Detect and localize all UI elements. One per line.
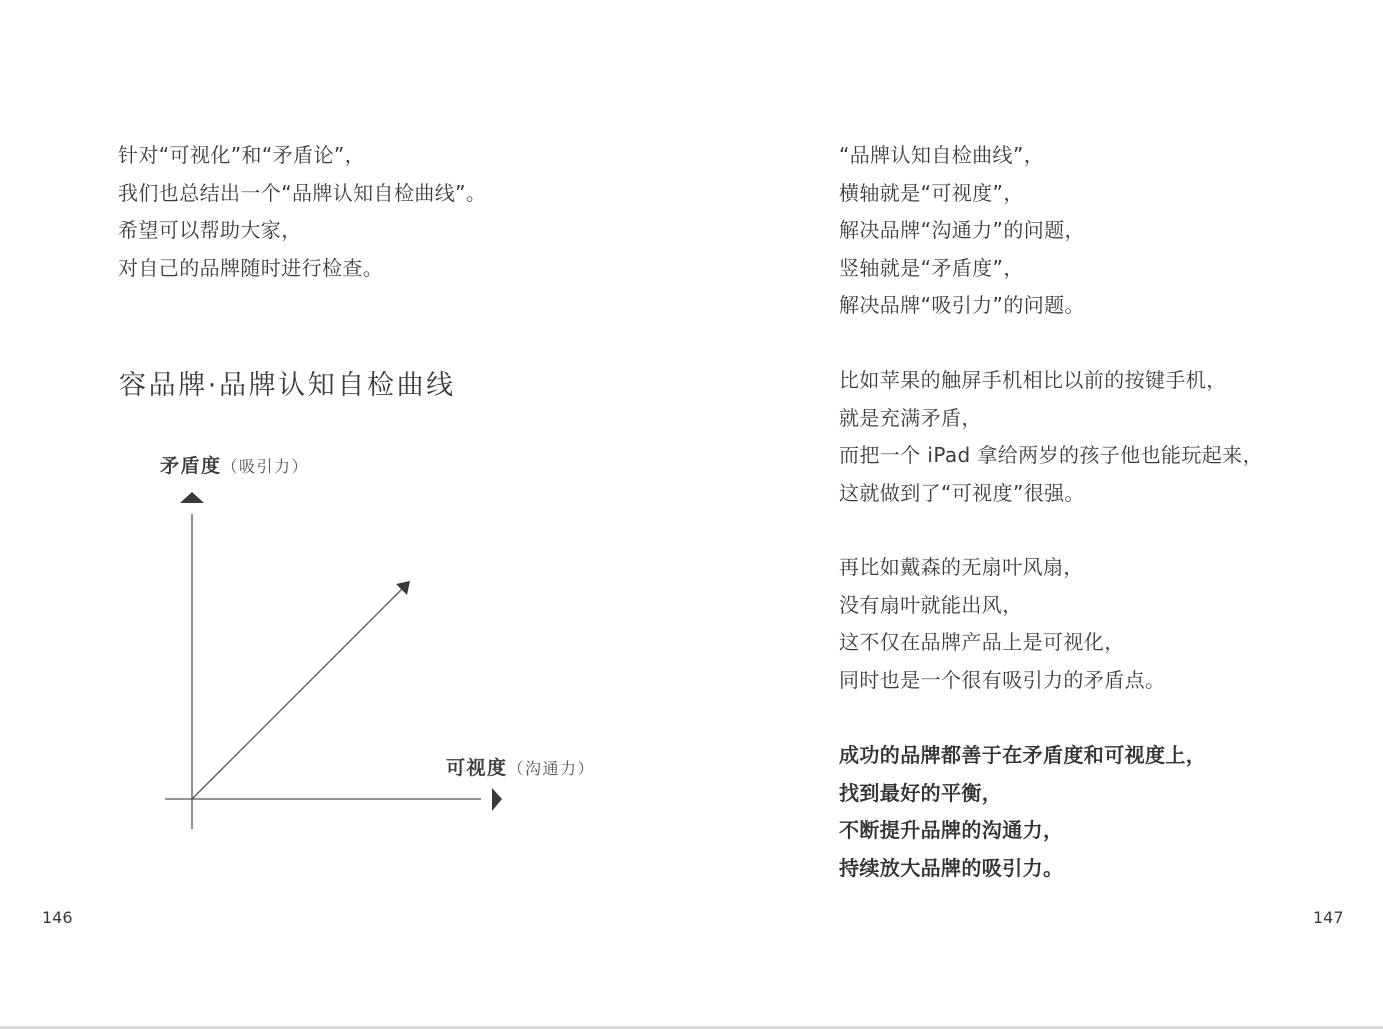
right-paragraph-4-conclusion: [839, 737, 1206, 887]
x-axis-title: 可视度: [446, 757, 508, 779]
text-line: 对自己的品牌随时进行检查。: [118, 255, 384, 280]
text-line: 比如苹果的触屏手机相比以前的按键手机，: [839, 368, 1227, 392]
text-line: 希望可以帮助大家，: [118, 218, 302, 242]
section-title: 容品牌·品牌认知自检曲线: [119, 370, 456, 401]
text-line: 而把一个 iPad 拿给两岁的孩子他也能玩起来，: [839, 443, 1263, 467]
page-number-right: 147: [1313, 908, 1344, 927]
right-paragraph-3: [839, 549, 1165, 699]
left-intro-paragraph: [118, 137, 486, 287]
text-line: 竖轴就是“矛盾度”，: [839, 255, 1024, 280]
text-line: 这不仅在品牌产品上是可视化，: [839, 630, 1125, 654]
text-line: “品牌认知自检曲线”，: [839, 143, 1045, 167]
text-line: 针对“可视化”和“矛盾论”，: [118, 143, 366, 167]
right-paragraph-1: [839, 137, 1085, 325]
y-axis-label: [160, 452, 309, 481]
text-line: 横轴就是“可视度”，: [839, 180, 1024, 205]
diagonal-curve-line: [192, 589, 402, 799]
text-line: 我们也总结出一个“品牌认知自检曲线”。: [118, 180, 487, 205]
text-line: 持续放大品牌的吸引力。: [839, 855, 1064, 880]
diagonal-arrow-icon: [396, 581, 410, 595]
x-axis-subtitle: （沟通力）: [507, 759, 596, 778]
text-line: 解决品牌“沟通力”的问题，: [839, 218, 1085, 242]
x-axis-label: [446, 754, 595, 783]
text-line: 就是充满矛盾，: [839, 405, 982, 430]
y-axis-arrow-icon: [180, 492, 204, 503]
text-line: 同时也是一个很有吸引力的矛盾点。: [839, 667, 1166, 692]
text-line: 没有扇叶就能出风，: [839, 592, 1023, 617]
text-line: 找到最好的平衡，: [839, 780, 1003, 805]
page-number-left: 146: [42, 908, 73, 927]
text-line: 再比如戴森的无扇叶风扇，: [839, 555, 1084, 579]
y-axis-subtitle: （吸引力）: [221, 457, 310, 476]
text-line: 不断提升品牌的沟通力，: [839, 818, 1064, 842]
text-line: 这就做到了“可视度”很强。: [839, 480, 1085, 505]
right-paragraph-2: [839, 362, 1263, 512]
y-axis-title: 矛盾度: [160, 455, 222, 477]
text-line: 解决品牌“吸引力”的问题。: [839, 293, 1085, 317]
x-axis-arrow-icon: [492, 788, 502, 811]
text-line: 成功的品牌都善于在矛盾度和可视度上，: [839, 743, 1207, 767]
